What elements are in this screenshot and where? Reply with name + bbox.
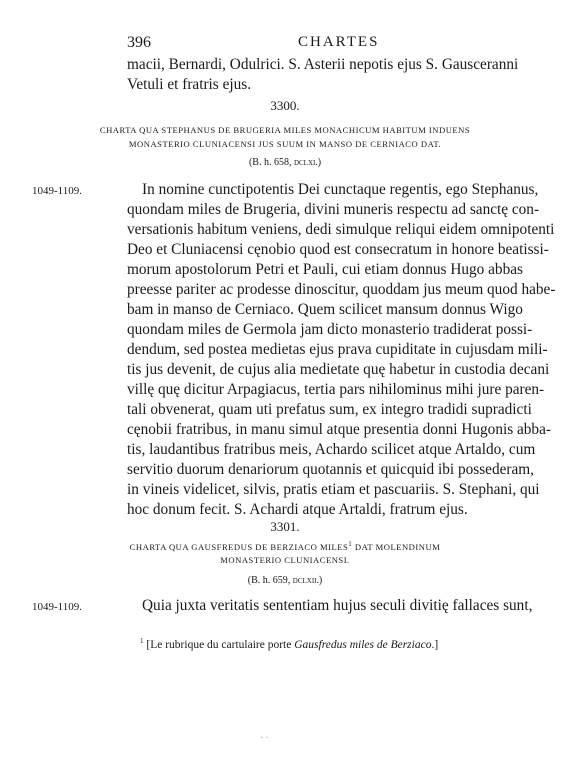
text-line: in vineis videlicet, silvis, pratis etiam et pascuariis. S. Stephani, qui <box>127 481 540 498</box>
charter-reference: (B. h. 658, dclxi.) <box>248 157 322 168</box>
footnote: $^1$ [Le rubrique du cartulaire porte Gausfredus miles de Berziaco.] <box>140 637 439 651</box>
text-line: versationis habitum veniens, dedi simulque reliqui eidem omnipotenti <box>127 221 555 238</box>
running-head <box>0 34 570 54</box>
footnote-marker: 1 <box>348 540 353 548</box>
margin-date: 1049-1109. <box>32 601 83 613</box>
text-line: hoc donum fecit. S. Achardi atque Artaldi, fratrum ejus. <box>127 501 468 518</box>
text-line: preesse pariter ac prodesse dinoscitur, quoddam jus meum quod habe- <box>127 281 556 298</box>
charter-rubric-line: CHARTA QUA GAUSFREDUS DE BERZIACO MILES$^1$ DAT MOLENDINUM <box>129 540 441 552</box>
charter-rubric-line: MONASTERIO CLUNIACENSI. <box>220 555 350 565</box>
scan-mark: · · <box>260 733 269 744</box>
text-line: quondam miles de Brugeria, divini muneris respectu ad sanctę con- <box>127 201 540 218</box>
footnote-marker: 1 <box>140 637 144 645</box>
charter-number: 3300. <box>270 98 300 113</box>
text-line: Deo et Cluniacensi cęnobio quod est consecratum in honore beatissi- <box>127 241 549 258</box>
text-line: tis, laudantibus fratribus meis, Achardo scilicet atque Artaldo, cum <box>127 441 536 458</box>
text-line: Vetuli et fratris ejus. <box>127 76 252 93</box>
text-line: servitio duorum denariorum quotannis et quicquid ibi possederam, <box>127 461 534 478</box>
text-line: villę quę dicitur Arpagiacus, tertia pars nihilominus mihi jure paren- <box>127 381 545 398</box>
text-line: tali obvenerat, quam uti prefatus sum, ex integro tradidi supradicti <box>127 401 532 418</box>
charter-reference: (B. h. 659, dclxii.) <box>247 575 323 586</box>
page-number: 396 <box>127 34 151 51</box>
text-line: morum apostolorum Petri et Pauli, cui etiam donnus Hugo abbas <box>127 261 523 278</box>
text-line: tis jus devenit, de cujus alia medietate quę habetur in custodia decani <box>127 361 550 378</box>
text-line: Quia juxta veritatis sententiam hujus seculi divitię fallaces sunt, <box>142 597 533 614</box>
running-title: CHARTES <box>298 34 380 50</box>
text-line: quondam miles de Germola jam dicto monasterio tradiderat possi- <box>127 321 533 338</box>
charter-rubric-line: CHARTA QUA STEPHANUS DE BRUGERIA MILES MONACHICUM HABITUM INDUENS <box>99 125 471 135</box>
charter-number: 3301. <box>270 519 300 534</box>
text-line: cęnobii fratribus, in manu simul atque presentia donni Hugonis abba- <box>127 421 551 438</box>
margin-date: 1049-1109. <box>32 185 83 197</box>
text-line: dendum, sed postea medietas ejus prava cupiditate in cujusdam mili- <box>127 341 548 358</box>
text-line: macii, Bernardi, Odulrici. S. Asterii nepotis ejus S. Gausceranni <box>127 56 519 73</box>
text-line: In nomine cunctipotentis Dei cunctaque regentis, ego Stephanus, <box>142 181 539 198</box>
text-line: bam in manso de Cerniaco. Quem scilicet mansum donnus Wigo <box>127 301 523 318</box>
charter-rubric-line: MONASTERIO CLUNIACENSI JUS SUUM IN MANSO DE CERNIACO DAT. <box>128 139 442 149</box>
